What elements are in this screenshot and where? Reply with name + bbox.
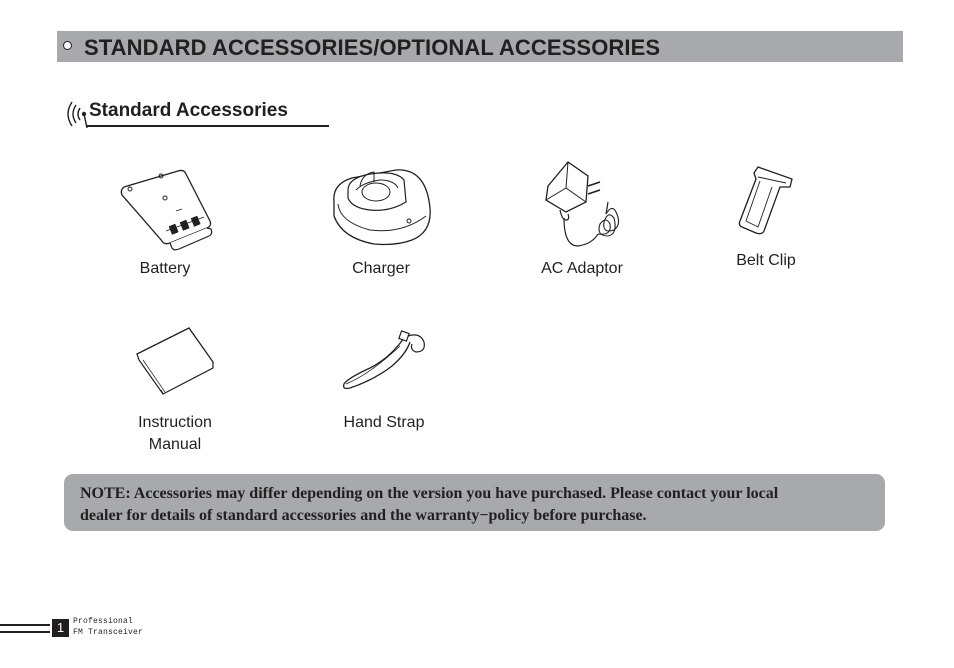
footer-product-line1: Professional — [73, 617, 134, 626]
hand-strap-icon — [340, 330, 430, 394]
footer-rule-top — [0, 624, 50, 626]
section-heading — [62, 98, 330, 130]
accessory-label-charger: Charger — [352, 260, 410, 277]
section-underline — [86, 125, 329, 127]
manual-icon — [133, 324, 217, 396]
footer-product-line2: FM Transceiver — [73, 628, 144, 637]
title-bar — [57, 31, 903, 62]
page-number: 1 — [52, 619, 69, 637]
accessory-label-battery: Battery — [139, 260, 191, 277]
battery-icon — [118, 165, 216, 251]
accessory-label-hand-strap: Hand Strap — [343, 414, 425, 431]
footer-rule-bottom — [0, 631, 50, 633]
ac-adaptor-icon — [542, 160, 624, 254]
section-title: Standard Accessories — [89, 100, 288, 121]
bullet-circle-icon — [63, 41, 72, 50]
note-line2: dealer for details of standard accessories and the warranty−policy before purchase. — [80, 507, 647, 524]
accessory-label-ac-adaptor: AC Adaptor — [541, 260, 623, 277]
manual-label-line1: Instruction — [138, 414, 212, 431]
page-title: STANDARD ACCESSORIES/OPTIONAL ACCESSORIES — [84, 35, 661, 60]
note-line1: NOTE: Accessories may differ depending on the version you have purchased. Please contact your local — [80, 485, 779, 502]
belt-clip-icon — [736, 165, 796, 237]
manual-label-line2: Manual — [148, 436, 202, 453]
charger-icon — [330, 160, 434, 250]
accessory-label-manual — [120, 412, 230, 456]
note-box — [64, 474, 885, 531]
accessory-label-belt-clip: Belt Clip — [736, 252, 796, 269]
